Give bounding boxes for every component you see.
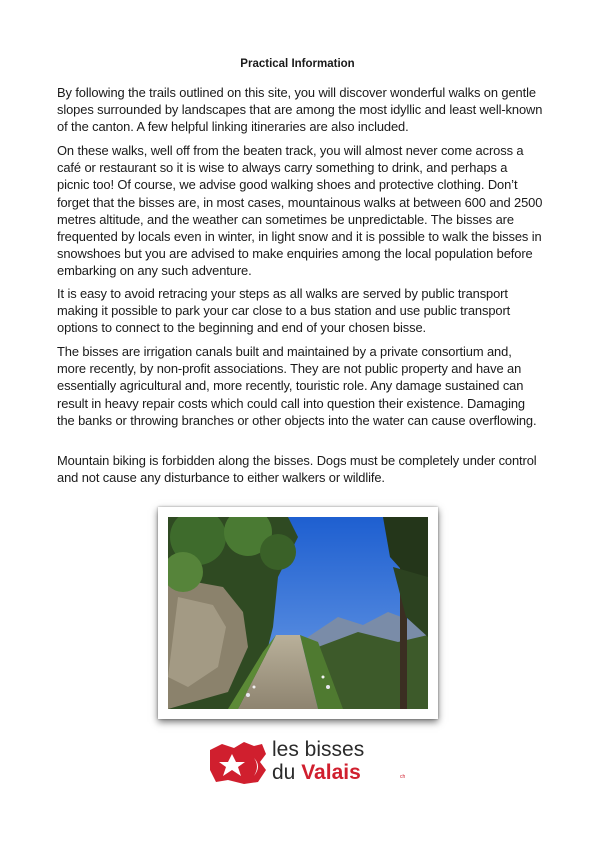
les-bisses-du-valais-logo <box>208 738 408 788</box>
trail-landscape-image <box>168 517 428 709</box>
paragraph-public-transport: It is easy to avoid retracing your steps as all walks are served by public transport making it possible to park your car close to a bus station and use public transport options to connect to the beginning and end of your chosen bisse. <box>57 286 511 336</box>
photo-frame <box>158 507 438 719</box>
paragraph-walks-advice: On these walks, well off from the beaten track, you will almost never come across a café or restaurant so it is wise to always carry something to drink, and perhaps a picnic too! Of course, we advise good walking shoes and protective clothing. Don’t forget that the bisses are, in most cases, mountainous walks at between 600 and 2500 metres altitude, and the weather can sometimes be unpredictable. The bisses are frequented by locals even in winter, in light snow and it is possible to walk the bisses in snowshoes but you are advised to make enquiries among the local population before embarking on any such adventure. <box>57 143 543 279</box>
logo-text-valais: Valais <box>301 761 361 784</box>
logo-text-line2 <box>272 761 361 785</box>
trail-photo <box>168 517 428 709</box>
logo-text-prefix: du <box>272 761 302 784</box>
valais-star-emblem-icon <box>208 740 270 786</box>
logo-suffix: ch <box>400 774 406 780</box>
logo-text-line1: les bisses <box>272 738 365 761</box>
page-title: Practical Information <box>240 58 355 70</box>
paragraph-irrigation-canals: The bisses are irrigation canals built and maintained by a private consortium and, more recently, by non-profit associations. They are not public property and have an essentially agricultural and, more recently, touristic role. Any damage sustained can result in heavy repair costs which could call into question their existence. Damaging the banks or throwing branches or other objects into the water can cause overflowing. <box>57 344 537 428</box>
paragraph-intro: By following the trails outlined on this site, you will discover wonderful walks on gentle slopes surrounded by landscapes that are among the most idyllic and least well-known of the canton. A few helpful linking itineraries are also included. <box>57 85 543 135</box>
paragraph-rules: Mountain biking is forbidden along the bisses. Dogs must be completely under control and not cause any disturbance to either walkers or wildlife. <box>57 453 537 486</box>
